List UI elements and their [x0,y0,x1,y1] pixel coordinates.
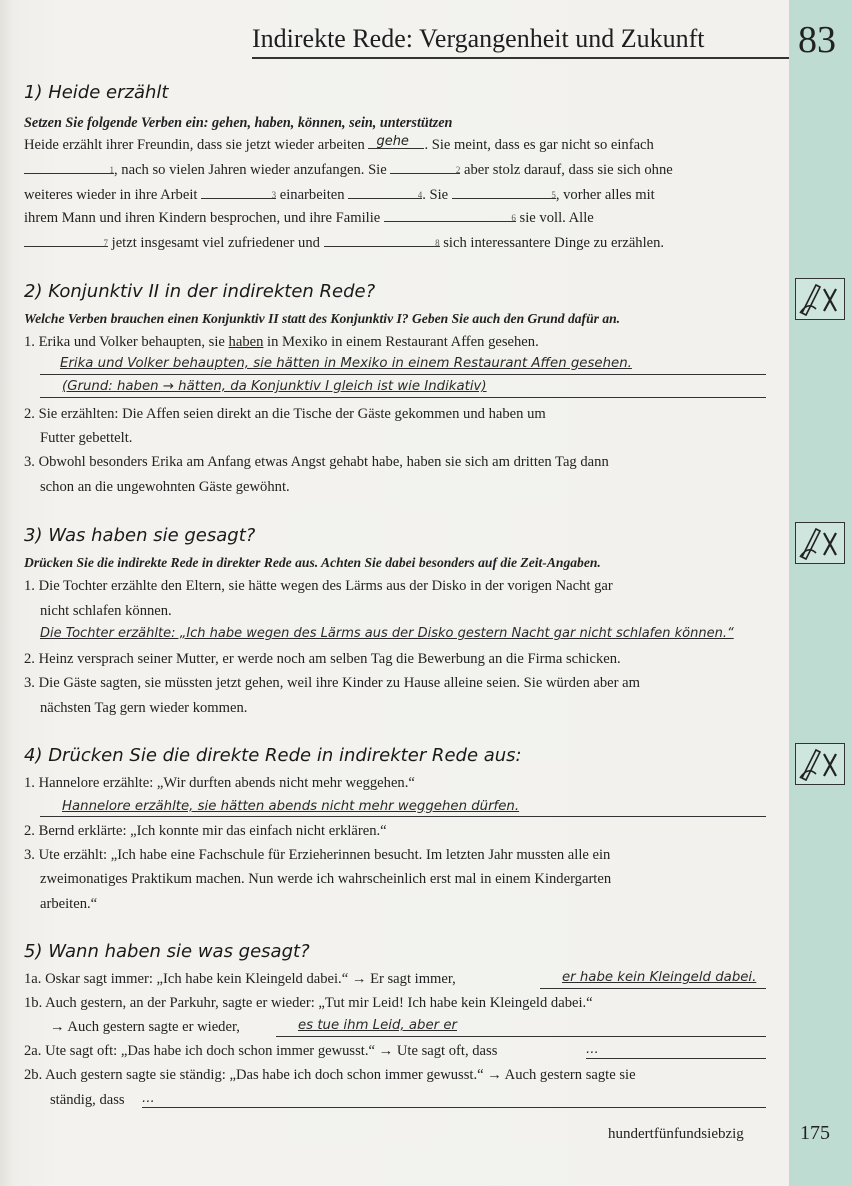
answer-line [40,374,766,375]
blank-8[interactable] [324,234,440,247]
blank-number: 1 [109,165,114,175]
chapter-sidebar [789,0,852,1186]
section-5-item-1b-cont: → Auch gestern sagte er wieder, [50,1019,240,1035]
section-1-instruction: Setzen Sie folgende Verben ein: gehen, haben, können, sein, unterstützen [24,115,453,131]
section-4-answer-1[interactable]: Hannelore erzählte, sie hätten abends nicht mehr weggehen dürfen. [62,799,520,814]
text: . Sie meint, dass es gar nicht so einfach [424,137,654,153]
section-5-answer-2a[interactable]: ... [586,1042,599,1057]
section-2-item-1 [24,334,539,351]
underlined-verb: haben [228,334,264,350]
text: aber stolz darauf, dass sie sich ohne [460,162,673,178]
blank-number: 6 [511,213,516,223]
text: , vorher alles mit [555,187,655,203]
section-5-item-2a: 2a. Ute sagt oft: „Das habe ich doch schon immer gewusst.“ → Ute sagt oft, dass [24,1043,498,1059]
section-1-heading: 1) Heide erzählt [24,82,169,103]
blank-6[interactable] [384,209,516,222]
section-5-item-2b: 2b. Auch gestern sagte sie ständig: „Das habe ich doch schon immer gewusst.“ → Auch gestern sagte sie [24,1067,636,1083]
text: . Sie [422,187,452,203]
section-1-line-3 [24,186,655,204]
answer-line [276,1036,766,1037]
text: sich interessantere Dinge zu erzählen. [439,235,665,251]
section-3-item-3: 3. Die Gäste sagten, sie müssten jetzt gehen, weil ihre Kinder zu Hause alleine seien. Sie würden aber am [24,675,640,691]
section-5-answer-2b[interactable]: ... [142,1091,155,1106]
filled-answer: gehe [376,134,409,149]
section-2-answer-2[interactable]: (Grund: haben → hätten, da Konjunktiv I gleich ist wie Indikativ) [62,379,487,394]
writing-exercise-icon [795,522,845,564]
pencil-x-icon [796,523,843,562]
page-number-word: hundertfünfundsiebzig [608,1126,744,1142]
section-4-item-3-cont-2: arbeiten.“ [40,896,98,912]
section-2-item-2-cont: Futter gebettelt. [40,430,133,446]
section-3-item-1: 1. Die Tochter erzählte den Eltern, sie hätte wegen des Lärms aus der Disko in der vorigen Nacht gar [24,578,613,594]
blank-3[interactable] [201,186,276,199]
section-4-item-3: 3. Ute erzählt: „Ich habe eine Fachschule für Erzieherinnen besucht. Im letzten Jahr mussten alle ein [24,847,611,863]
answer-line [540,988,766,989]
text: 1. Erika und Volker behaupten, sie [24,334,229,350]
section-4-item-2: 2. Bernd erklärte: „Ich konnte mir das einfach nicht erklären.“ [24,823,387,839]
answer-line [40,816,766,817]
section-3-instruction: Drücken Sie die indirekte Rede in direkter Rede aus. Achten Sie dabei besonders auf die Zeit-Angaben. [24,555,601,570]
title-underline [252,57,789,59]
blank-1-number[interactable] [24,161,114,174]
blank-4[interactable] [348,186,422,199]
text: in Mexiko in einem Restaurant Affen gesehen. [263,334,539,350]
blank-number: 3 [271,190,277,200]
answer-line [40,397,766,398]
answer-line [142,1107,766,1108]
writing-exercise-icon [795,743,845,785]
text: Heide erzählt ihrer Freundin, dass sie jetzt wieder arbeiten [24,137,369,153]
text: einarbeiten [276,187,349,203]
section-2-item-3: 3. Obwohl besonders Erika am Anfang etwas Angst gehabt habe, haben sie sich am dritten Tag dann [24,454,609,470]
text: jetzt insgesamt viel zufriedener und [108,235,324,251]
section-1-line-2 [24,161,673,179]
section-3-item-2: 2. Heinz versprach seiner Mutter, er werde noch am selben Tag die Bewerbung an die Firma schicken. [24,651,621,667]
section-2-answer-1[interactable]: Erika und Volker behaupten, sie hätten in Mexiko in einem Restaurant Affen gesehen. [60,356,632,371]
blank-7[interactable] [24,234,108,247]
text: weiteres wieder in ihre Arbeit [24,187,202,203]
page-title: Indirekte Rede: Vergangenheit und Zukunft [252,24,705,53]
section-2-item-2: 2. Sie erzählten: Die Affen seien direkt an die Tische der Gäste gekommen und haben um [24,406,546,422]
section-4-item-1: 1. Hannelore erzählte: „Wir durften abends nicht mehr weggehen.“ [24,775,415,791]
section-5-answer-1a[interactable]: er habe kein Kleingeld dabei. [562,970,757,985]
chapter-number: 83 [798,19,836,61]
section-5-heading: 5) Wann haben sie was gesagt? [24,941,310,962]
section-4-heading: 4) Drücken Sie die direkte Rede in indirekter Rede aus: [24,745,522,766]
section-3-answer-1[interactable]: Die Tochter erzählte: „Ich habe wegen des Lärms aus der Disko gestern Nacht gar nicht schlafen können.“ [40,626,734,641]
section-2-heading: 2) Konjunktiv II in der indirekten Rede? [24,281,376,302]
section-5-answer-1b[interactable]: es tue ihm Leid, aber er [298,1018,457,1033]
section-3-item-1-cont: nicht schlafen können. [40,603,172,619]
blank-2[interactable] [390,161,460,174]
blank-5[interactable] [452,186,556,199]
section-5-item-1b: 1b. Auch gestern, an der Parkuhr, sagte er wieder: „Tut mir Leid! Ich habe kein Kleingeld dabei.“ [24,995,593,1011]
text: 1a. Oskar sagt immer: „Ich habe kein Kleingeld dabei.“ → Er sagt immer, [24,971,456,987]
section-3-item-3-cont: nächsten Tag gern wieder kommen. [40,700,248,716]
blank-1[interactable] [368,136,424,149]
pencil-x-icon [796,744,843,783]
section-1-line-4 [24,209,594,227]
section-1-line-1 [24,136,654,154]
section-1-line-5 [24,234,664,252]
section-5-item-1a [24,971,456,988]
blank-number: 7 [103,238,108,248]
writing-exercise-icon [795,278,845,320]
blank-number: 4 [417,190,423,200]
pencil-x-icon [796,279,843,318]
text: sie voll. Alle [515,210,594,226]
answer-line [586,1058,766,1059]
section-3-heading: 3) Was haben sie gesagt? [24,525,256,546]
section-2-instruction: Welche Verben brauchen einen Konjunktiv II statt des Konjunktiv I? Geben Sie auch den Grund dafür an. [24,311,621,326]
section-5-item-2b-cont: ständig, dass [50,1092,125,1108]
blank-number: 5 [551,190,556,200]
text: , nach so vielen Jahren wieder anzufangen. Sie [114,162,391,178]
section-2-item-3-cont: schon an die ungewohnten Gäste gewöhnt. [40,479,290,495]
blank-number: 2 [455,165,461,175]
page-number: 175 [800,1122,830,1144]
blank-number: 8 [435,238,440,248]
text: ihrem Mann und ihren Kindern besprochen, und ihre Familie [24,210,384,226]
section-4-item-3-cont: zweimonatiges Praktikum machen. Nun werde ich wahrscheinlich erst mal in einem Kindergarten [40,871,612,887]
